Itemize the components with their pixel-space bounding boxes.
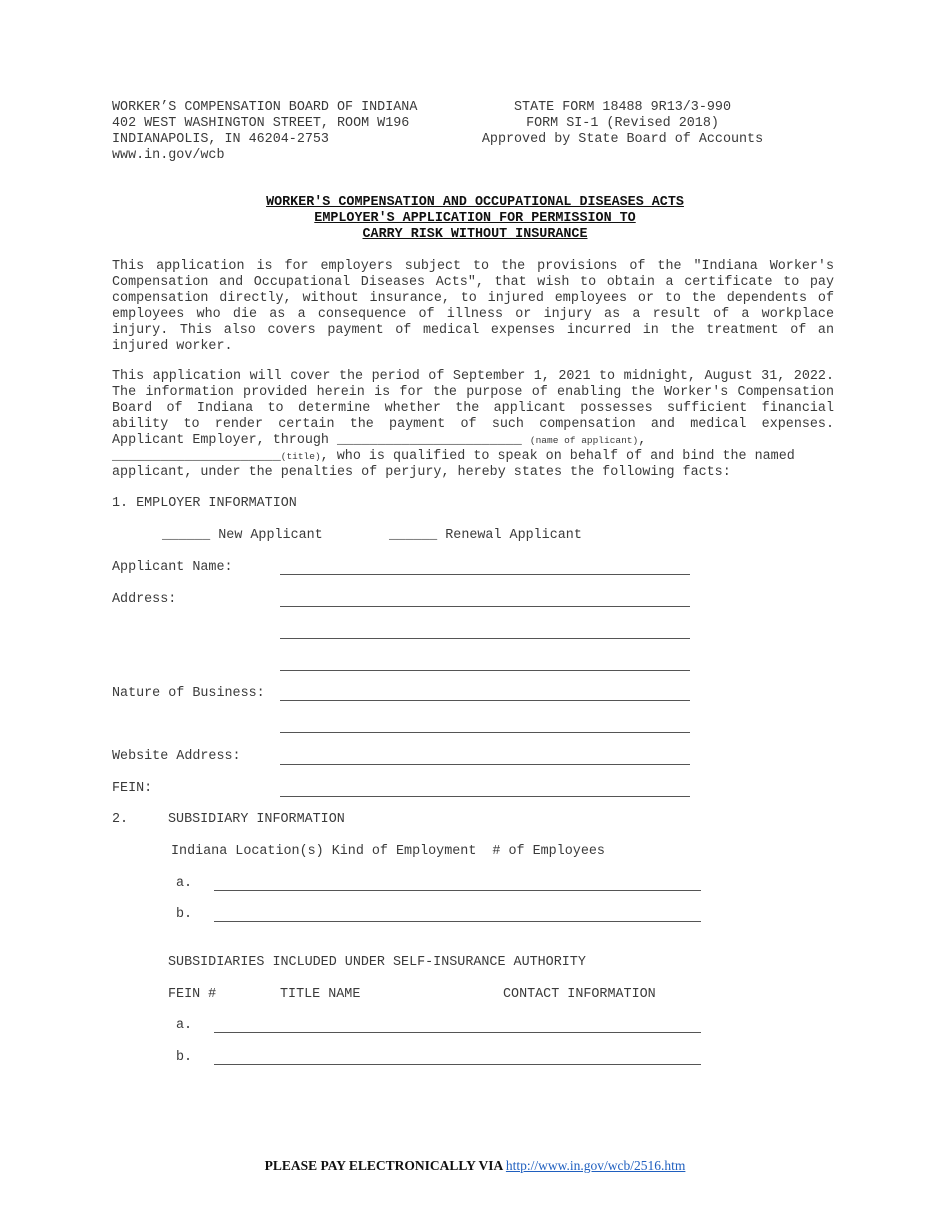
form-title: [100, 195, 850, 243]
agency-street: 402 WEST WASHINGTON STREET, ROOM W196: [112, 116, 410, 131]
subsidiary-columns-header: Indiana Location(s) Kind of Employment # of Employees: [171, 844, 605, 859]
agency-website: www.in.gov/wcb: [112, 148, 225, 163]
agency-city: INDIANAPOLIS, IN 46204-2753: [112, 132, 329, 147]
self-insured-row-field-b[interactable]: [214, 1064, 701, 1065]
agency-name: WORKER’S COMPENSATION BOARD OF INDIANA: [112, 100, 418, 115]
payment-footer: [0, 1158, 950, 1174]
state-form-number: STATE FORM 18488 9R13/3-990: [514, 100, 731, 115]
fein-column-header: FEIN #: [168, 987, 217, 1002]
address-label: Address:: [112, 592, 177, 607]
applicant-name-field[interactable]: [280, 574, 690, 575]
employer-information-heading: 1. EMPLOYER INFORMATION: [112, 496, 297, 511]
fein-field[interactable]: [280, 796, 690, 797]
title-line-3: CARRY RISK WITHOUT INSURANCE: [362, 227, 588, 242]
applicant-name-label: Applicant Name:: [112, 560, 233, 575]
intro-paragraph: This application is for employers subject to the provisions of the "Indiana Worker's Compensation and Occupational Diseases Acts", that wish to obtain a certificate to pay compensation directly, without insurance, to injured employees or to the dependents of employees who die as a consequence of illness or injury as a result of a workplace injury. This also covers payment of medical expenses incurred in the treatment of an injured worker.: [112, 259, 834, 354]
coverage-text-3: applicant, under the penalties of perjury, hereby states the following facts:: [112, 465, 731, 480]
name-of-applicant-hint: (name of applicant): [529, 435, 639, 446]
address-field-line-3[interactable]: [280, 670, 690, 671]
address-field-line-2[interactable]: [280, 638, 690, 639]
subsidiary-row-field-a[interactable]: [214, 890, 701, 891]
title-hint: (title): [280, 451, 321, 462]
new-applicant-option[interactable]: ______ New Applicant: [162, 528, 323, 543]
payment-link[interactable]: http://www.in.gov/wcb/2516.htm: [505, 1158, 686, 1173]
subsidiary-row-label-a: a.: [176, 876, 193, 891]
address-field-line-1[interactable]: [280, 606, 690, 607]
coverage-line-title: [112, 449, 795, 465]
form-revision: FORM SI-1 (Revised 2018): [526, 116, 719, 131]
approval-note: Approved by State Board of Accounts: [481, 132, 764, 147]
coverage-text-2: , who is qualified to speak on behalf of and bind the named: [320, 449, 795, 464]
title-name-column-header: TITLE NAME: [280, 987, 361, 1002]
contact-information-column-header: CONTACT INFORMATION: [503, 987, 656, 1002]
nature-of-business-field-1[interactable]: [280, 700, 690, 701]
nature-of-business-field-2[interactable]: [280, 732, 690, 733]
title-line-2: EMPLOYER'S APPLICATION FOR PERMISSION TO: [314, 211, 636, 226]
website-address-field[interactable]: [280, 764, 690, 765]
coverage-paragraph: [112, 369, 834, 449]
subsidiary-row-field-b[interactable]: [214, 921, 701, 922]
applicant-name-blank[interactable]: _______________________: [337, 433, 522, 448]
pay-electronically-text: PLEASE PAY ELECTRONICALLY VIA: [264, 1158, 506, 1173]
self-insured-row-label-b: b.: [176, 1050, 193, 1065]
title-line-1: WORKER'S COMPENSATION AND OCCUPATIONAL DISEASES ACTS: [266, 195, 684, 210]
website-address-label: Website Address:: [112, 749, 241, 764]
coverage-text: This application will cover the period of September 1, 2021 to midnight, August 31, 2022. The information provided herein is for the purpose of enabling the Worker's Compensation Board of Indiana to determine whether the applicant possesses sufficient financial ability to render certain the payment of such compensation and medical expenses. Applicant Employer, through: [112, 369, 834, 448]
renewal-applicant-option[interactable]: ______ Renewal Applicant: [389, 528, 582, 543]
self-insured-row-field-a[interactable]: [214, 1032, 701, 1033]
subsidiary-information-heading: SUBSIDIARY INFORMATION: [168, 812, 345, 827]
title-blank[interactable]: _____________________: [112, 449, 281, 464]
comma: ,: [638, 433, 647, 448]
subsidiary-row-label-b: b.: [176, 907, 193, 922]
self-insured-subsidiaries-heading: SUBSIDIARIES INCLUDED UNDER SELF-INSURANCE AUTHORITY: [168, 955, 586, 970]
nature-of-business-label: Nature of Business:: [112, 686, 265, 701]
self-insured-row-label-a: a.: [176, 1018, 193, 1033]
section-2-number: 2.: [112, 812, 129, 827]
fein-label: FEIN:: [112, 781, 153, 796]
